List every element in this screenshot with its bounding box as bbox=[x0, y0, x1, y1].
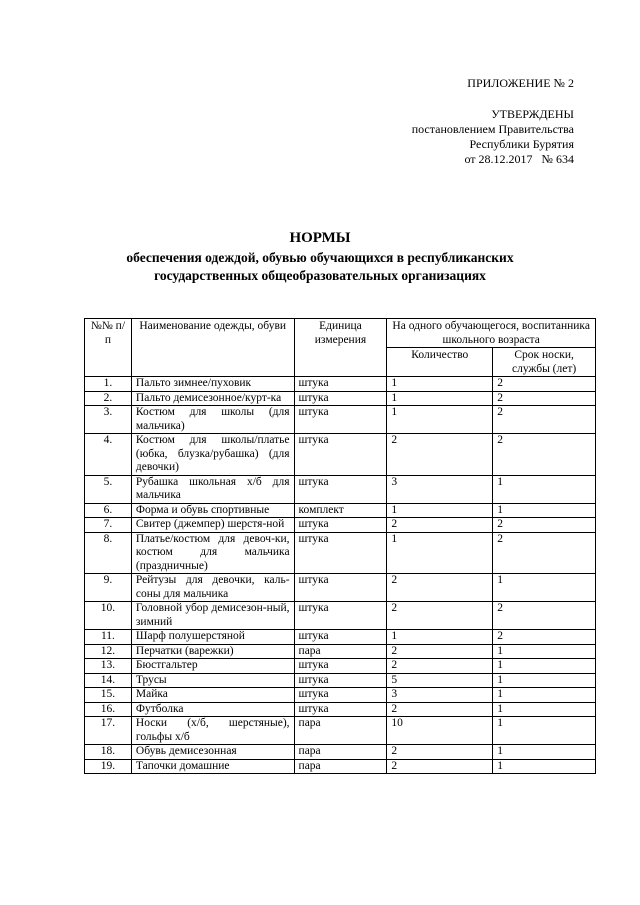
title-line-1: обеспечения одеждой, обувью обучающихся в республиканских bbox=[126, 250, 514, 265]
table-row bbox=[85, 574, 596, 602]
quantity: 1 bbox=[387, 406, 493, 434]
wear-term: 2 bbox=[493, 532, 596, 574]
quantity: 3 bbox=[387, 688, 493, 703]
row-number: 10. bbox=[85, 602, 132, 630]
quantity: 2 bbox=[387, 518, 493, 533]
item-name: Форма и обувь спортивные bbox=[131, 503, 294, 518]
unit-of-measure: комплект bbox=[294, 503, 387, 518]
header-unit: Единица измерения bbox=[294, 319, 387, 377]
item-name: Костюм для школы/платье (юбка, блузка/рубашка) (для девочки) bbox=[131, 434, 294, 476]
row-number: 1. bbox=[85, 377, 132, 392]
table-row bbox=[85, 518, 596, 533]
item-name: Пальто демисезонное/курт-ка bbox=[131, 391, 294, 406]
table-row bbox=[85, 434, 596, 476]
approved-label: УТВЕРЖДЕНЫ bbox=[491, 107, 574, 121]
unit-of-measure: штука bbox=[294, 377, 387, 392]
wear-term: 2 bbox=[493, 406, 596, 434]
quantity: 1 bbox=[387, 377, 493, 392]
row-number: 6. bbox=[85, 503, 132, 518]
quantity: 1 bbox=[387, 532, 493, 574]
table-row bbox=[85, 406, 596, 434]
table-row bbox=[85, 503, 596, 518]
wear-term: 1 bbox=[493, 659, 596, 674]
item-name: Носки (х/б, шерстяные), гольфы х/б bbox=[131, 717, 294, 745]
republic-line: Республики Бурятия bbox=[469, 137, 574, 151]
wear-term: 1 bbox=[493, 574, 596, 602]
wear-term: 2 bbox=[493, 391, 596, 406]
unit-of-measure: штука bbox=[294, 659, 387, 674]
row-number: 2. bbox=[85, 391, 132, 406]
row-number: 13. bbox=[85, 659, 132, 674]
quantity: 5 bbox=[387, 673, 493, 688]
unit-of-measure: пара bbox=[294, 717, 387, 745]
approval-block bbox=[412, 107, 574, 167]
header-name: Наименование одежды, обуви bbox=[131, 319, 294, 377]
wear-term: 2 bbox=[493, 434, 596, 476]
unit-of-measure: штука bbox=[294, 702, 387, 717]
row-number: 9. bbox=[85, 574, 132, 602]
row-number: 16. bbox=[85, 702, 132, 717]
row-number: 17. bbox=[85, 717, 132, 745]
row-number: 4. bbox=[85, 434, 132, 476]
table-row bbox=[85, 717, 596, 745]
table-row bbox=[85, 532, 596, 574]
row-number: 7. bbox=[85, 518, 132, 533]
unit-of-measure: штука bbox=[294, 518, 387, 533]
quantity: 1 bbox=[387, 503, 493, 518]
quantity: 10 bbox=[387, 717, 493, 745]
row-number: 8. bbox=[85, 532, 132, 574]
item-name: Головной убор демисезон-ный, зимний bbox=[131, 602, 294, 630]
row-number: 15. bbox=[85, 688, 132, 703]
wear-term: 2 bbox=[493, 630, 596, 645]
table-row bbox=[85, 475, 596, 503]
item-name: Бюстгальтер bbox=[131, 659, 294, 674]
table-row bbox=[85, 644, 596, 659]
item-name: Обувь демисезонная bbox=[131, 745, 294, 760]
header-qty: Количество bbox=[387, 348, 493, 377]
header-term: Срок носки, службы (лет) bbox=[493, 348, 596, 377]
table-row bbox=[85, 702, 596, 717]
table-row bbox=[85, 630, 596, 645]
item-name: Пальто зимнее/пуховик bbox=[131, 377, 294, 392]
table-row bbox=[85, 391, 596, 406]
quantity: 3 bbox=[387, 475, 493, 503]
unit-of-measure: пара bbox=[294, 644, 387, 659]
wear-term: 1 bbox=[493, 759, 596, 774]
row-number: 18. bbox=[85, 745, 132, 760]
wear-term: 1 bbox=[493, 717, 596, 745]
quantity: 2 bbox=[387, 574, 493, 602]
quantity: 2 bbox=[387, 759, 493, 774]
header-group: На одного обучающегося, воспитанника школьного возраста bbox=[387, 319, 596, 348]
item-name: Майка bbox=[131, 688, 294, 703]
item-name: Костюм для школы (для мальчика) bbox=[131, 406, 294, 434]
unit-of-measure: штука bbox=[294, 532, 387, 574]
item-name: Свитер (джемпер) шерстя-ной bbox=[131, 518, 294, 533]
item-name: Тапочки домашние bbox=[131, 759, 294, 774]
table-row bbox=[85, 745, 596, 760]
norms-table bbox=[84, 318, 596, 774]
quantity: 1 bbox=[387, 630, 493, 645]
quantity: 2 bbox=[387, 659, 493, 674]
unit-of-measure: штука bbox=[294, 574, 387, 602]
wear-term: 1 bbox=[493, 745, 596, 760]
page-title: НОРМЫ bbox=[289, 230, 351, 246]
unit-of-measure: штука bbox=[294, 602, 387, 630]
unit-of-measure: штука bbox=[294, 391, 387, 406]
unit-of-measure: штука bbox=[294, 630, 387, 645]
item-name: Трусы bbox=[131, 673, 294, 688]
table-row bbox=[85, 377, 596, 392]
row-number: 14. bbox=[85, 673, 132, 688]
quantity: 2 bbox=[387, 745, 493, 760]
unit-of-measure: пара bbox=[294, 745, 387, 760]
unit-of-measure: штука bbox=[294, 673, 387, 688]
item-name: Платье/костюм для девоч-ки, костюм для мальчика (праздничные) bbox=[131, 532, 294, 574]
wear-term: 1 bbox=[493, 644, 596, 659]
decree-date-line: от 28.12.2017 № 634 bbox=[464, 152, 574, 166]
wear-term: 2 bbox=[493, 602, 596, 630]
wear-term: 2 bbox=[493, 377, 596, 392]
approved-by-line: постановлением Правительства bbox=[411, 122, 574, 136]
wear-term: 1 bbox=[493, 702, 596, 717]
row-number: 11. bbox=[85, 630, 132, 645]
wear-term: 1 bbox=[493, 688, 596, 703]
appendix-number: ПРИЛОЖЕНИЕ № 2 bbox=[467, 76, 574, 90]
header-num: №№ п/п bbox=[85, 319, 132, 377]
unit-of-measure: штука bbox=[294, 406, 387, 434]
unit-of-measure: пара bbox=[294, 759, 387, 774]
row-number: 19. bbox=[85, 759, 132, 774]
table-row bbox=[85, 673, 596, 688]
quantity: 2 bbox=[387, 644, 493, 659]
item-name: Рейтузы для девочки, каль-соны для мальчика bbox=[131, 574, 294, 602]
quantity: 2 bbox=[387, 602, 493, 630]
wear-term: 1 bbox=[493, 673, 596, 688]
table-row bbox=[85, 659, 596, 674]
row-number: 12. bbox=[85, 644, 132, 659]
row-number: 5. bbox=[85, 475, 132, 503]
table-row bbox=[85, 602, 596, 630]
title-line-2: государственных общеобразовательных организациях bbox=[154, 268, 486, 283]
table-row bbox=[85, 688, 596, 703]
item-name: Футболка bbox=[131, 702, 294, 717]
unit-of-measure: штука bbox=[294, 475, 387, 503]
wear-term: 1 bbox=[493, 503, 596, 518]
quantity: 1 bbox=[387, 391, 493, 406]
quantity: 2 bbox=[387, 434, 493, 476]
item-name: Перчатки (варежки) bbox=[131, 644, 294, 659]
item-name: Шарф полушерстяной bbox=[131, 630, 294, 645]
table-row bbox=[85, 759, 596, 774]
unit-of-measure: штука bbox=[294, 688, 387, 703]
quantity: 2 bbox=[387, 702, 493, 717]
wear-term: 2 bbox=[493, 518, 596, 533]
row-number: 3. bbox=[85, 406, 132, 434]
item-name: Рубашка школьная х/б для мальчика bbox=[131, 475, 294, 503]
unit-of-measure: штука bbox=[294, 434, 387, 476]
wear-term: 1 bbox=[493, 475, 596, 503]
